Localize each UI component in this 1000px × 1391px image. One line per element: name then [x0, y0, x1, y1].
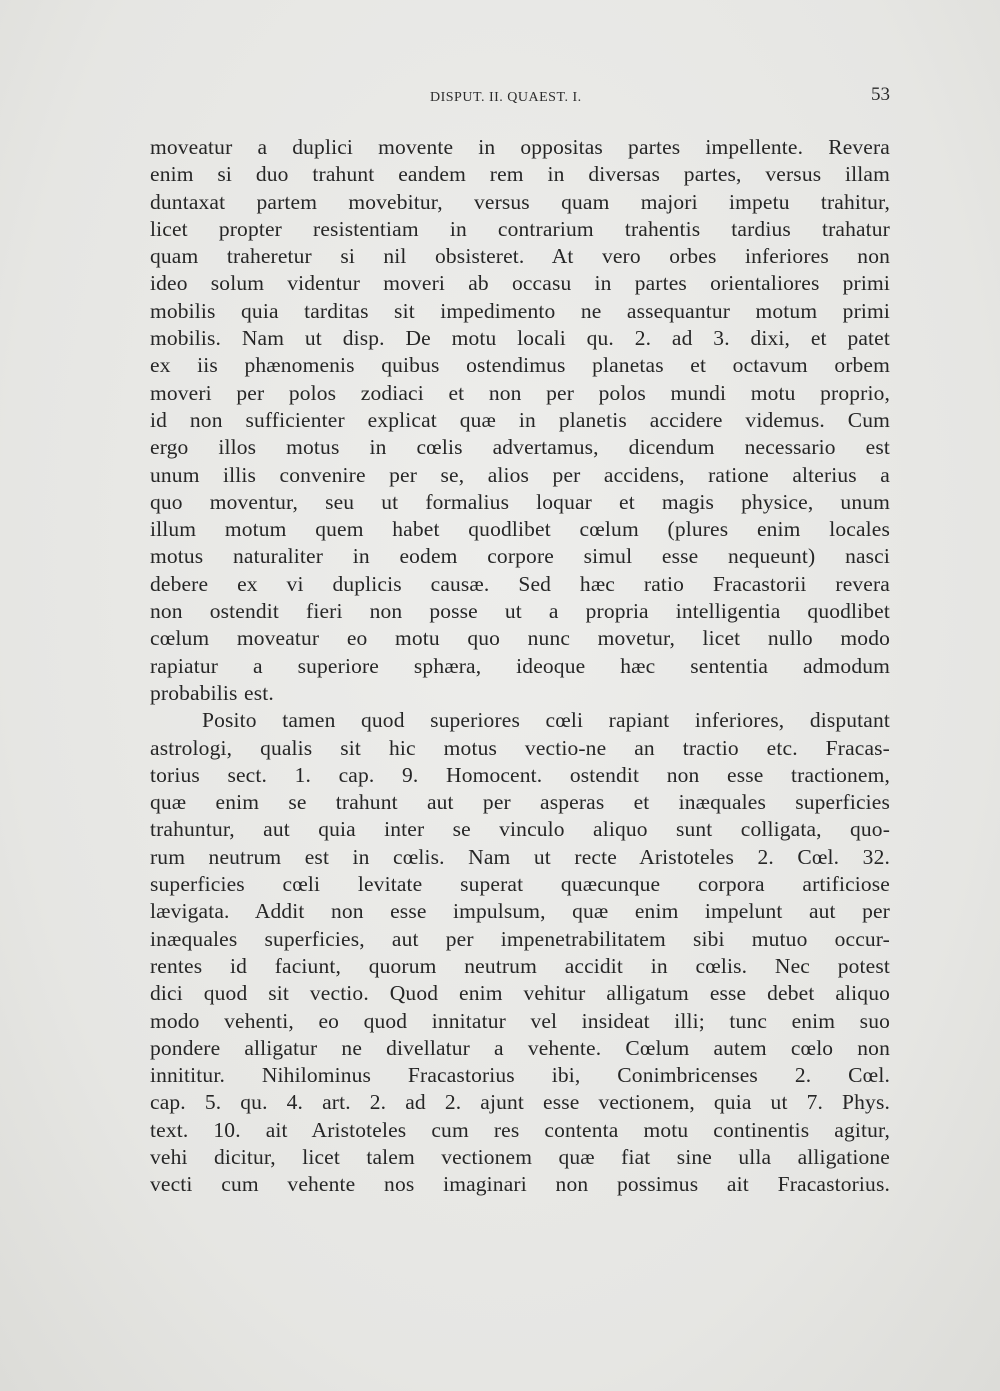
text-line: non ostendit fieri non posse ut a propria intelligentia quodlibet [150, 599, 890, 624]
running-head: DISPUT. II. QUAEST. I. [430, 90, 582, 105]
text-line: rentes id faciunt, quorum neutrum accidit in cœlis. Nec potest [150, 953, 890, 978]
text-line: debere ex vi duplicis causæ. Sed hæc ratio Fracastorii revera [150, 571, 890, 596]
text-line: quam traheretur si nil obsisteret. At vero orbes inferiores non [150, 244, 890, 269]
text-line-paragraph-end: probabilis est. [150, 680, 274, 705]
text-line: cap. 5. qu. 4. art. 2. ad 2. ajunt esse vectionem, quia ut 7. Phys. [150, 1090, 890, 1115]
text-line: quæ enim se trahunt aut per asperas et inæquales superficies [150, 790, 890, 815]
text-line: dici quod sit vectio. Quod enim vehitur alligatum esse debet aliquo [150, 981, 890, 1006]
text-line: duntaxat partem movebitur, versus quam majori impetu trahitur, [150, 189, 890, 214]
page-header [150, 84, 890, 114]
text-line: rapiatur a superiore sphæra, ideoque hæc sententia admodum [150, 653, 890, 678]
text-line: innititur. Nihilominus Fracastorius ibi, Conimbricenses 2. Cœl. [150, 1063, 890, 1088]
text-line: ideo solum videntur moveri ab occasu in partes orientaliores primi [150, 271, 890, 296]
text-line: trahuntur, aut quia inter se vinculo aliquo sunt colligata, quo- [150, 817, 890, 842]
text-line: torius sect. 1. cap. 9. Homocent. ostendit non esse tractionem, [150, 762, 890, 787]
text-line: moveatur a duplici movente in oppositas partes impellente. Revera [150, 135, 890, 159]
text-line: lævigata. Addit non esse impulsum, quæ enim impelunt aut per [150, 899, 890, 924]
text-line: astrologi, qualis sit hic motus vectio-ne an tractio etc. Fracas- [150, 735, 890, 760]
text-line: mobilis. Nam ut disp. De motu locali qu. 2. ad 3. dixi, et patet [150, 326, 890, 351]
text-line: inæquales superficies, aut per impenetrabilitatem sibi mutuo occur- [150, 926, 890, 951]
text-line: moveri per polos zodiaci et non per polos mundi motu proprio, [150, 380, 890, 405]
page-number: 53 [871, 84, 890, 105]
text-line: mobilis quia tarditas sit impedimento ne assequantur motum primi [150, 298, 890, 323]
text-line: motus naturaliter in eodem corpore simul esse nequeunt) nasci [150, 544, 890, 569]
text-line: text. 10. ait Aristoteles cum res contenta motu continentis agitur, [150, 1117, 890, 1142]
text-line: rum neutrum est in cœlis. Nam ut recte Aristoteles 2. Cœl. 32. [150, 844, 890, 869]
text-line: licet propter resistentiam in contrarium trahentis tardius trahatur [150, 216, 890, 241]
text-line: vehi dicitur, licet talem vectionem quæ fiat sine ulla alligatione [150, 1144, 890, 1169]
text-line: pondere alligatur ne divellatur a vehente. Cœlum autem cœlo non [150, 1035, 890, 1060]
text-line: id non sufficienter explicat quæ in planetis accidere videmus. Cum [150, 407, 890, 432]
text-line: ex iis phænomenis quibus ostendimus planetas et octavum orbem [150, 353, 890, 378]
text-line: illum motum quem habet quodlibet cœlum (plures enim locales [150, 517, 890, 542]
text-line: enim si duo trahunt eandem rem in diversas partes, versus illam [150, 162, 890, 187]
text-line: quo moventur, seu ut formalius loquar et magis physice, unum [150, 489, 890, 514]
body-text [150, 134, 890, 1199]
text-line: cœlum moveatur eo motu quo nunc movetur, licet nullo modo [150, 626, 890, 651]
text-line: ergo illos motus in cœlis advertamus, dicendum necessario est [150, 435, 890, 460]
text-line: superficies cœli levitate superat quæcunque corpora artificiose [150, 872, 890, 897]
text-line-paragraph-start: Posito tamen quod superiores cœli rapiant inferiores, disputant [202, 708, 890, 733]
text-line: vecti cum vehente nos imaginari non possimus ait Fracastorius. [150, 1172, 890, 1197]
text-line: modo vehenti, eo quod innitatur vel insideat illi; tunc enim suo [150, 1008, 890, 1033]
text-line: unum illis convenire per se, alios per accidens, ratione alterius a [150, 462, 890, 487]
